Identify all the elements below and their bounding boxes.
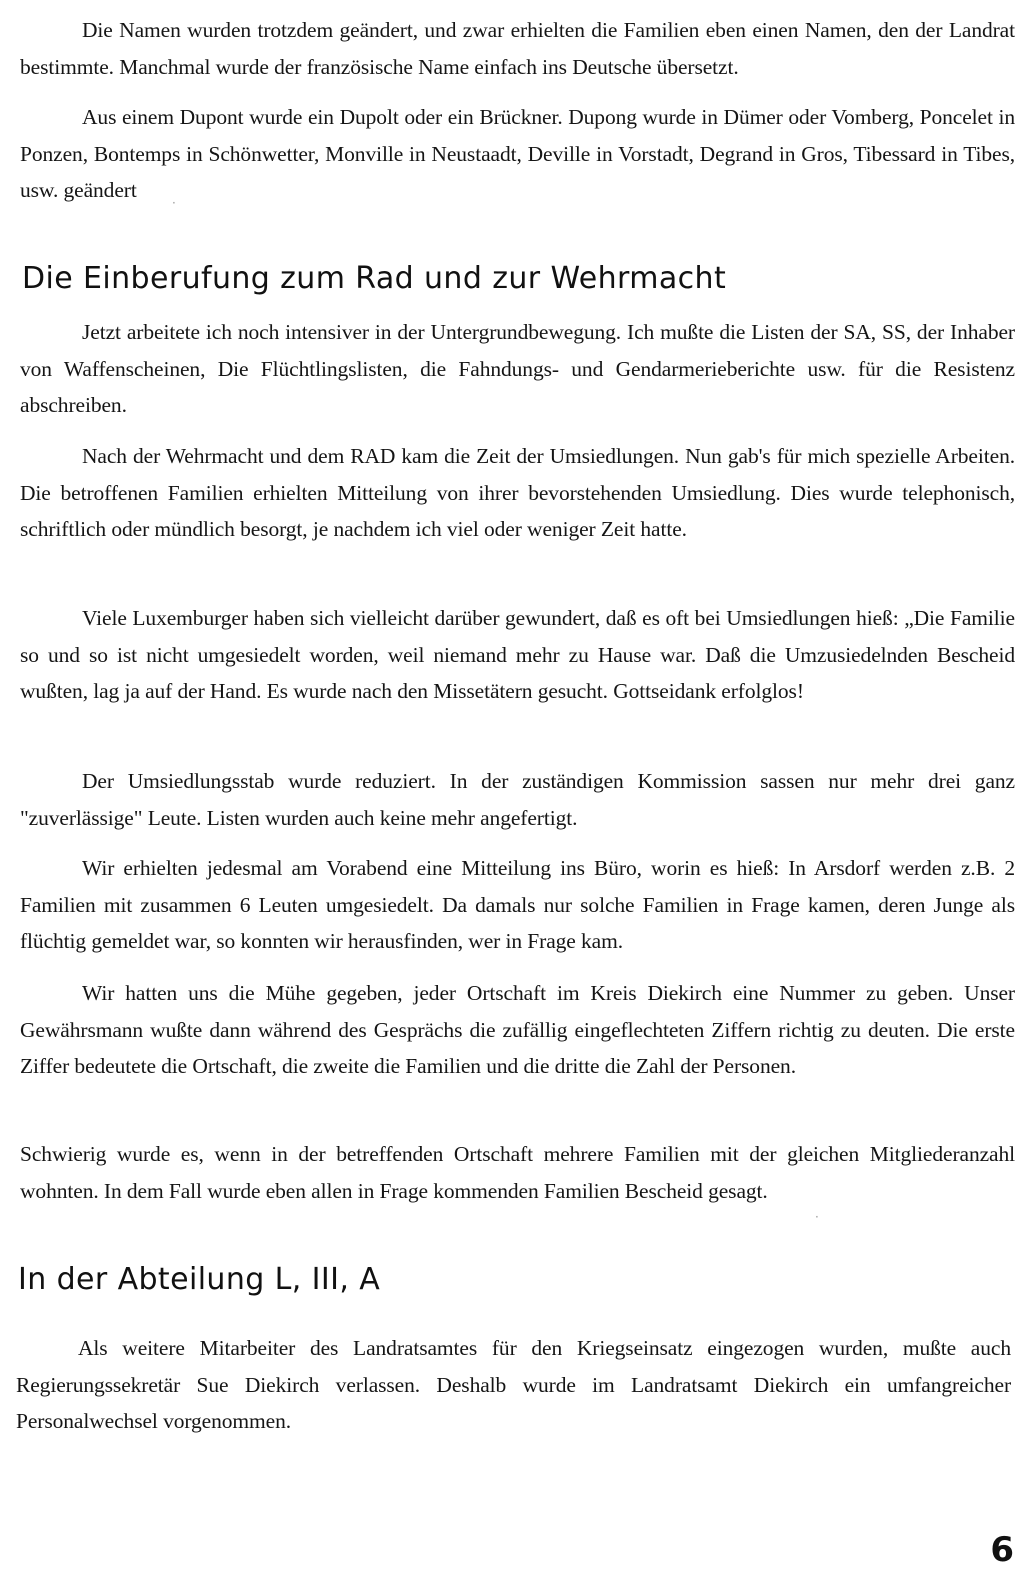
paragraph-mitarbeiter: Als weitere Mitarbeiter des Landratsamtes für den Kriegseinsatz eingezogen wurden, mußte auch Regierungssekretär Sue Diekirch verlassen. Deshalb wurde im Landratsamt Diekirch ein umfangreicher Personalwechsel vorgenommen.: [16, 1336, 1011, 1434]
scan-speck: ·: [172, 196, 176, 210]
paragraph-name-changes: Die Namen wurden trotzdem geändert, und zwar erhielten die Familien eben einen Namen, den der Landrat bestimmte. Manchmal wurde der französische Name einfach ins Deutsche übersetzt.: [20, 18, 1015, 79]
paragraph-nummer: Wir hatten uns die Mühe gegeben, jeder Ortschaft im Kreis Diekirch eine Nummer zu geben. Unser Gewährsmann wußte dann während des Gesprächs die zufällig eingeflechteten Ziffern richtig zu deuten. Die erste Ziffer bedeutete die Ortschaft, die zweite die Familien und die dritte die Zahl der Personen.: [20, 981, 1015, 1079]
paragraph-schwierig: Schwierig wurde es, wenn in der betreffenden Ortschaft mehrere Familien mit der gleichen Mitgliederanzahl wohnten. In dem Fall wurde eben allen in Frage kommenden Familien Bescheid gesagt.: [20, 1142, 1015, 1203]
paragraph-umsiedlungsstab: Der Umsiedlungsstab wurde reduziert. In der zuständigen Kommission sassen nur mehr drei ganz "zuverlässige" Leute. Listen wurden auch keine mehr angefertigt.: [20, 769, 1015, 830]
paragraph-luxemburger: Viele Luxemburger haben sich vielleicht darüber gewundert, daß es oft bei Umsiedlungen hieß: „Die Familie so und so ist nicht umgesiedelt worden, weil niemand mehr zu Hause war. Daß die Umzusiedelnden Bescheid wußten, lag ja auf der Hand. Es wurde nach den Missetätern gesucht. Gottseidank erfolglos!: [20, 606, 1015, 704]
paragraph-untergrundbewegung: Jetzt arbeitete ich noch intensiver in der Untergrundbewegung. Ich mußte die Listen der SA, SS, der Inhaber von Waffenscheinen, Die Flüchtlingslisten, die Fahndungs- und Gendarmerieberichte usw. für die Resistenz abschreiben.: [20, 320, 1015, 418]
section-heading-abteilung: In der Abteilung L, III, A: [18, 1262, 381, 1297]
scan-speck: ·: [815, 1210, 819, 1224]
section-heading-einberufung: Die Einberufung zum Rad und zur Wehrmacht: [22, 261, 727, 296]
paragraph-umsiedlungen: Nach der Wehrmacht und dem RAD kam die Zeit der Umsiedlungen. Nun gab's für mich spezielle Arbeiten. Die betroffenen Familien erhielten Mitteilung von ihrer bevorstehenden Umsiedlung. Dies wurde telephonisch, schriftlich oder mündlich besorgt, je nachdem ich viel oder weniger Zeit hatte.: [20, 444, 1015, 542]
page-number: 6: [990, 1530, 1014, 1570]
paragraph-mitteilung: Wir erhielten jedesmal am Vorabend eine Mitteilung ins Büro, worin es hieß: In Arsdorf werden z.B. 2 Familien mit zusammen 6 Leuten umgesiedelt. Da damals nur solche Familien in Frage kamen, deren Junge als flüchtig gemeldet war, so konnten wir herausfinden, wer in Frage kam.: [20, 856, 1015, 954]
paragraph-name-examples: Aus einem Dupont wurde ein Dupolt oder ein Brückner. Dupong wurde in Dümer oder Vomberg, Poncelet in Ponzen, Bontemps in Schönwetter, Monville in Neustaadt, Deville in Vorstadt, Degrand in Gros, Tibessard in Tibes, usw. geändert: [20, 105, 1015, 203]
